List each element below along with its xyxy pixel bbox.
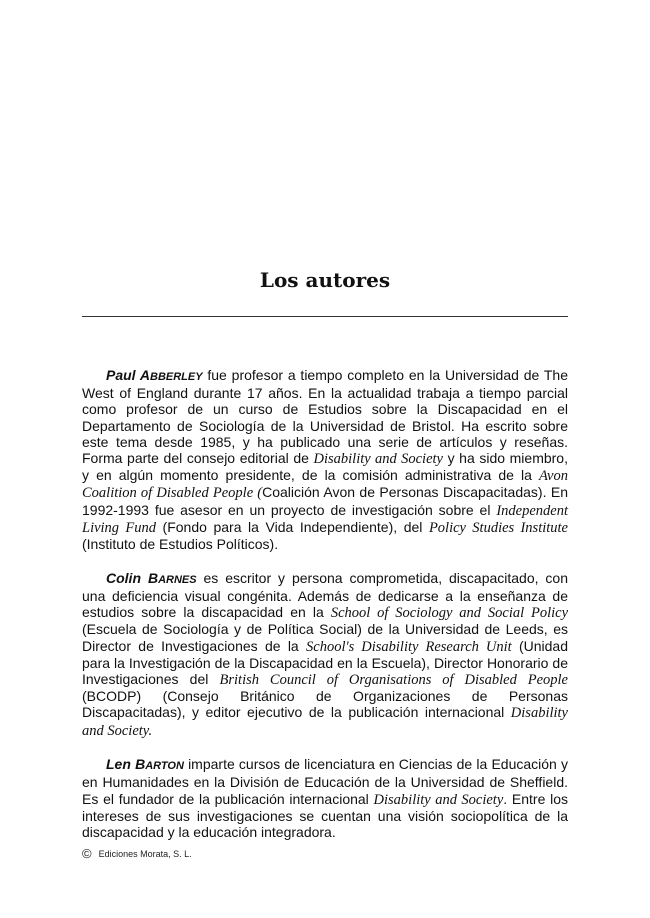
italic-title: Independent Living Fund xyxy=(82,502,568,536)
bio-text: (BCODP) (Consejo Británico de Organizaciones de Personas Discapacitadas), y editor ejecutivo de la publicación internacional xyxy=(82,688,568,721)
page-footer xyxy=(82,846,192,861)
italic-title: British Council of Organisations of Disabled People xyxy=(219,671,568,688)
italic-title: Disability and Society xyxy=(313,451,443,468)
author-first-name: Paul xyxy=(106,367,136,383)
author-surname-initial: A xyxy=(139,367,150,383)
bio-text: y ha sido miembro, y en algún momento presidente, de la comisión administrativa de la xyxy=(82,450,568,484)
bio-text: fue profesor a tiempo completo en la Universidad de The West of England durante 17 años. En la actualidad trabaja a tiempo parcial como profesor de un curso de Estudios sobre la Discapacidad en el Departamento de Sociología de la Universidad de Bristol. Ha escrito sobre este tema desde 1985, y ha publicado una serie de artículos y reseñas. Forma parte del consejo editorial de xyxy=(82,367,568,467)
italic-title: Disability and Society. xyxy=(82,705,568,739)
author-bio xyxy=(82,367,568,552)
italic-title: Disability and Society xyxy=(373,791,504,808)
author-surname-initial: B xyxy=(147,569,159,586)
authors-section xyxy=(82,367,568,858)
author-first-name: Colin xyxy=(106,569,141,586)
author-bio xyxy=(82,570,568,739)
bio-text: Coalición Avon de Personas Discapacitadas). En 1992-1993 fue asesor en un proyecto de investigación sobre el xyxy=(82,484,569,518)
bio-text: (Fondo para la Vida Independiente), del xyxy=(155,518,429,535)
author-name xyxy=(106,570,197,586)
italic-title: School's Disability Research Unit xyxy=(306,638,512,655)
publisher-name: Ediciones Morata, S. L. xyxy=(98,849,192,859)
copyright-icon: © xyxy=(82,846,92,861)
bio-text: es escritor y persona comprometida, discapacitado, con una deficiencia visual congénita. Además de dedicarse a la enseñanza de estudios sobre la discapacidad en la xyxy=(82,569,569,621)
author-surname-rest: ARNES xyxy=(158,573,197,586)
author-surname-rest: ARTON xyxy=(145,760,184,773)
bio-text: (Unidad para la Investigación de la Discapacidad en la Escuela), Director Honorario de Investigaciones del xyxy=(82,637,569,687)
italic-title: Policy Studies Institute xyxy=(428,519,568,536)
bio-text: . Entre los intereses de sus investigaciones se cuentan una visión sociopolítica de la discapacidad y la educación integradora. xyxy=(82,790,568,841)
author-name xyxy=(106,756,184,772)
page-title: Los autores xyxy=(259,268,391,292)
author-bio xyxy=(82,756,568,840)
author-surname-initial: B xyxy=(135,756,146,773)
bio-text: imparte cursos de licenciatura en Ciencias de la Educación y en Humanidades en la División de Educación de la Universidad de Sheffield. Es el fundador de la publicación internacional xyxy=(82,756,568,807)
author-surname-rest: BBERLEY xyxy=(150,371,203,383)
bio-text: (Instituto de Estudios Políticos). xyxy=(82,536,279,553)
author-name xyxy=(106,367,203,383)
bio-text: (Escuela de Sociología y de Política Social) de la Universidad de Leeds, es Director de Investigaciones de la xyxy=(82,621,568,654)
italic-title: School of Sociology and Social Policy xyxy=(330,605,569,622)
italic-title: Avon Coalition of Disabled People ( xyxy=(82,468,568,502)
author-first-name: Len xyxy=(106,756,131,773)
title-divider xyxy=(82,316,568,317)
